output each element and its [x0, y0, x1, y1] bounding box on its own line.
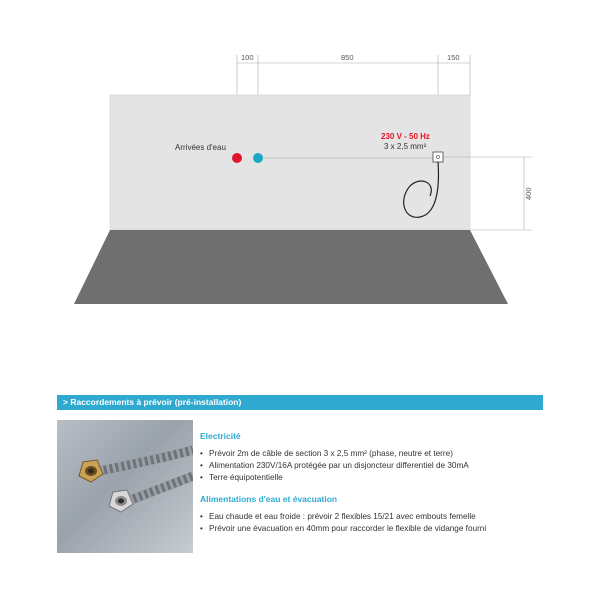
electricity-title: Electricité	[200, 431, 241, 441]
cold-water-inlet	[253, 153, 263, 163]
list-item: • Prévoir une évacuation en 40mm pour raccorder le flexible de vidange fourni	[200, 523, 545, 535]
floor	[74, 230, 508, 304]
dimension-middle: 850	[341, 53, 354, 62]
water-supply-title: Alimentations d'eau et évacuation	[200, 494, 338, 504]
hot-water-inlet	[232, 153, 242, 163]
flexible-hoses-photo	[57, 420, 193, 553]
cable-section-label: 3 x 2,5 mm²	[384, 142, 427, 151]
electricity-list	[200, 448, 545, 484]
preinstallation-banner: > Raccordements à prévoir (pré-installation)	[57, 395, 543, 410]
dimension-right: 150	[447, 53, 460, 62]
voltage-label: 230 V - 50 Hz	[381, 132, 430, 141]
dimension-height: 400	[524, 187, 533, 200]
list-item: • Alimentation 230V/16A protégée par un disjoncteur differentiel de 30mA	[200, 460, 545, 472]
list-item: • Prévoir 2m de câble de section 3 x 2,5 mm² (phase, neutre et terre)	[200, 448, 545, 460]
list-item: • Eau chaude et eau froide : prévoir 2 flexibles 15/21 avec embouts femelle	[200, 511, 545, 523]
list-item: • Terre équipotentielle	[200, 472, 545, 484]
water-inlets-label: Arrivées d'eau	[175, 143, 226, 152]
requirements-content	[200, 430, 545, 535]
water-supply-list	[200, 511, 545, 535]
wall	[110, 95, 470, 230]
electric-socket	[433, 152, 443, 162]
dimension-left: 100	[241, 53, 254, 62]
